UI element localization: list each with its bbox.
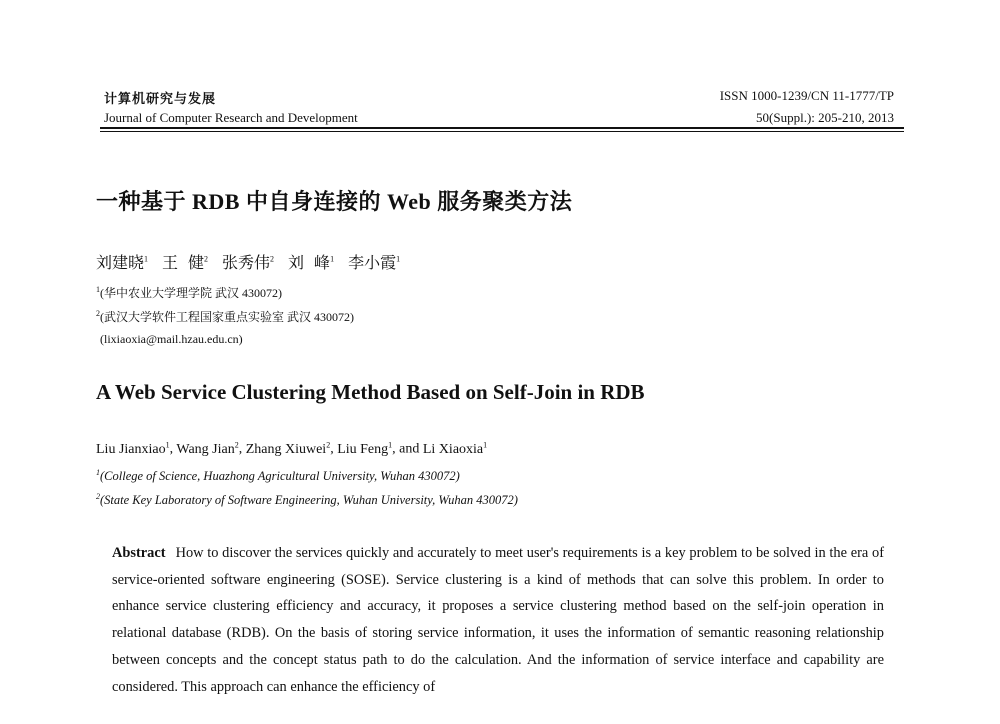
author-en: [337, 442, 392, 457]
author-name: Liu Feng: [337, 441, 389, 457]
paper-title-cn: 一种基于 RDB 中自身连接的 Web 服务聚类方法: [96, 189, 573, 214]
author-name: Zhang Xiuwei: [245, 441, 327, 457]
affiliation-text: (华中农业大学理学院 武汉 430072): [100, 286, 282, 300]
author-list-cn: [96, 250, 414, 273]
author-name: 刘 峰: [288, 255, 331, 272]
author-en: [96, 442, 170, 457]
author-cn: [96, 255, 148, 272]
author-affiliation-marker: 1: [483, 440, 488, 449]
contact-email: (lixiaoxia@mail.hzau.edu.cn): [100, 332, 243, 346]
author-name: 李小霞: [348, 255, 397, 272]
affiliation-text: (State Key Laboratory of Software Engineering, Wuhan University, Wuhan 430072): [100, 493, 518, 508]
author-en: [176, 442, 238, 457]
author-cn: [222, 255, 274, 272]
author-name: 张秀伟: [222, 255, 271, 272]
author-cn: [288, 255, 334, 272]
affiliation-marker: 2: [96, 492, 100, 501]
author-affiliation-marker: 1: [165, 440, 170, 449]
affiliation-marker: 2: [96, 309, 100, 318]
affiliation-en-2: [96, 492, 518, 508]
author-affiliation-marker: 1: [330, 254, 335, 264]
author-name: 刘建晓: [96, 255, 145, 272]
author-affiliation-marker: 1: [396, 254, 401, 264]
author-list-en: [96, 440, 487, 458]
abstract-label: Abstract: [112, 545, 166, 561]
author-affiliation-marker: 2: [326, 440, 331, 449]
author-en: [423, 442, 487, 457]
author-affiliation-marker: 1: [144, 254, 149, 264]
affiliation-cn-1: [96, 284, 282, 301]
author-separator: , and: [392, 441, 423, 457]
paper-title-en: A Web Service Clustering Method Based on Self-Join in RDB: [96, 380, 645, 404]
header-rule-thick: [100, 127, 904, 129]
author-name: Li Xiaoxia: [422, 441, 484, 457]
author-affiliation-marker: 2: [204, 254, 209, 264]
abstract-text: How to discover the services quickly and accurately to meet user's requirements is a key problem to be solved in the era of service-oriented software engineering (SOSE). Service clustering is a kind of methods that can solve this problem. In order to enhance service clustering efficiency and accuracy, it proposes a service clustering method based on the self-join operation in relational database (RDB). On the basis of storing service information, it uses the information of semantic reasoning relationship between concepts and the concept status path to do the calculation. And the information of service interface and capability are considered. This approach can enhance the efficiency of: [112, 545, 884, 695]
issn: ISSN 1000-1239/CN 11-1777/TP: [719, 88, 894, 103]
author-separator: ,: [238, 441, 246, 457]
author-name: Wang Jian: [176, 441, 235, 457]
author-cn: [348, 255, 400, 272]
author-affiliation-marker: 2: [270, 254, 275, 264]
header-rule-thin: [100, 131, 904, 132]
affiliation-text: (武汉大学软件工程国家重点实验室 武汉 430072): [100, 310, 354, 324]
abstract-paragraph: [112, 540, 884, 700]
affiliation-marker: 1: [96, 285, 100, 294]
journal-name-cn: 计算机研究与发展: [104, 91, 217, 106]
volume-pages: 50(Suppl.): 205-210, 2013: [756, 110, 894, 125]
author-name: Liu Jianxiao: [96, 441, 166, 457]
affiliation-marker: 1: [96, 468, 100, 477]
author-en: [246, 442, 330, 457]
author-cn: [162, 255, 208, 272]
affiliation-en-1: [96, 468, 460, 484]
affiliation-text: (College of Science, Huazhong Agricultural University, Wuhan 430072): [100, 469, 460, 484]
author-separator: ,: [330, 441, 338, 457]
author-name: 王 健: [162, 255, 205, 272]
abstract: [112, 540, 884, 700]
journal-name-en: Journal of Computer Research and Development: [104, 110, 358, 125]
author-separator: ,: [169, 441, 177, 457]
author-affiliation-marker: 1: [388, 440, 393, 449]
affiliation-cn-2: [96, 308, 354, 325]
author-affiliation-marker: 2: [234, 440, 239, 449]
